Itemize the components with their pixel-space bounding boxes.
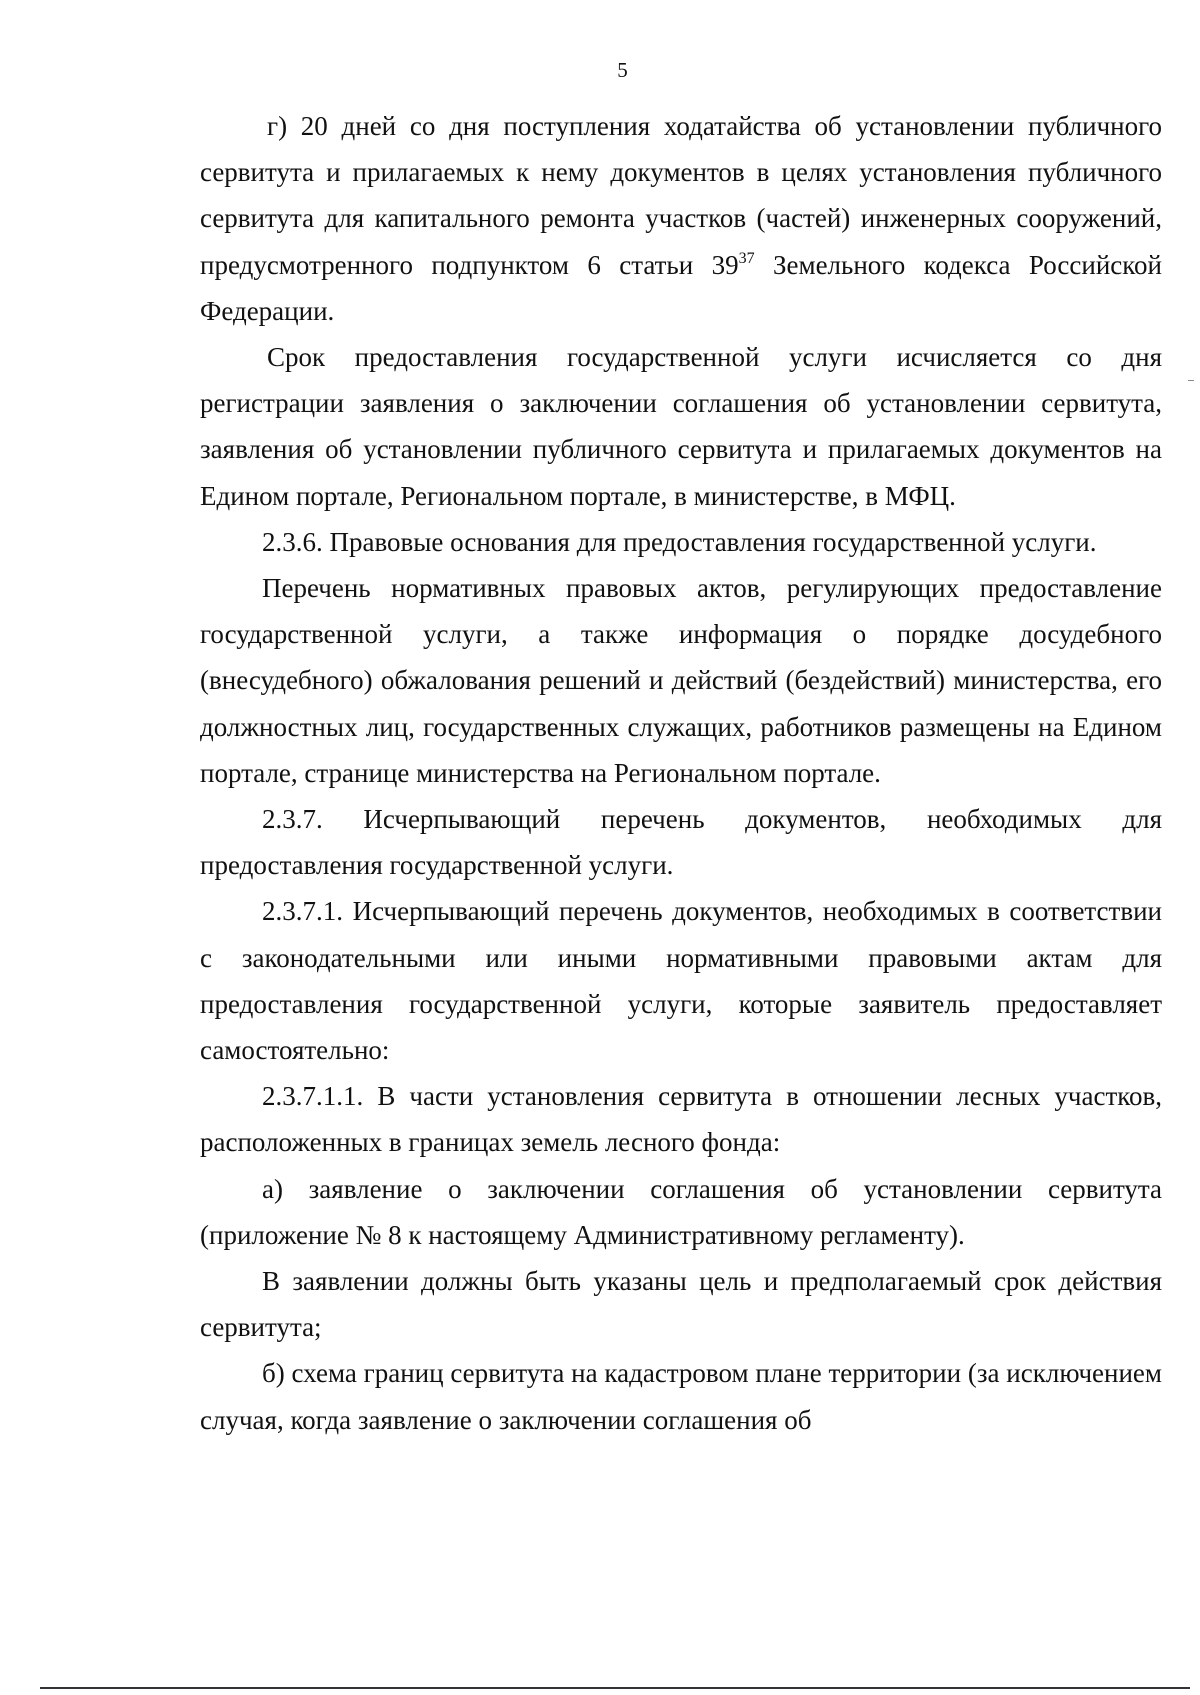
paragraph-service-term: Срок предоставления государственной услуги исчисляется со дня регистрации заявления о заключении соглашения об установлении сервитута, заявления об установлении публичного сервитута и прилагаемых документов на Едином портале, Региональном портале, в министерстве, в МФЦ.: [200, 342, 1162, 511]
paragraph-legal-acts-list: Перечень нормативных правовых актов, регулирующих предоставление государственной услуги, а также информация о порядке досудебного (внесудебного) обжалования решений и действий (бездействий) министерства, его должностных лиц, государственных служащих, работников размещены на Едином портале, странице министерства на Региональном портале.: [200, 573, 1162, 788]
paragraph-section-2-3-6: 2.3.6. Правовые основания для предоставления государственной услуги.: [262, 526, 1097, 557]
paragraph-item-a: а) заявление о заключении соглашения об установлении сервитута (приложение № 8 к настоящему Административному регламенту).: [200, 1173, 1162, 1250]
paragraph-item-b: б) схема границ сервитута на кадастровом плане территории (за исключением случая, когда заявление о заключении соглашения об: [200, 1358, 1162, 1435]
paragraph-text: г) 20 дней со дня поступления ходатайства об установлении публичного сервитута и прилагаемых к нему документов в целях установления публичного сервитута для капитального ремонта участков (частей) инженерных сооружений, предусмотренного подпунктом 6 статьи 39: [200, 111, 1162, 280]
article-superscript: 37: [738, 249, 755, 267]
paragraph-deadline-item-g: [200, 103, 1162, 334]
paragraph-section-2-3-7: 2.3.7. Исчерпывающий перечень документов, необходимых для предоставления государственной услуги.: [200, 804, 1162, 881]
paragraph-application-requirements: В заявлении должны быть указаны цель и предполагаемый срок действия сервитута;: [200, 1266, 1162, 1343]
document-body: [200, 103, 1162, 1443]
scan-margin-mark: [1188, 380, 1194, 381]
paragraph-section-2-3-7-1: 2.3.7.1. Исчерпывающий перечень документов, необходимых в соответствии с законодательными или иными нормативными правовыми актам для предоставления государственной услуги, которые заявитель предоставляет самостоятельно:: [200, 896, 1162, 1066]
paragraph-section-2-3-7-1-1: 2.3.7.1.1. В части установления сервитута в отношении лесных участков, расположенных в границах земель лесного фонда:: [200, 1081, 1162, 1158]
scan-bottom-edge-line: [40, 1687, 1190, 1689]
page-number: 5: [617, 58, 628, 82]
paragraph-text-tail: Земельного кодекса Российской Федерации.: [200, 249, 1162, 326]
